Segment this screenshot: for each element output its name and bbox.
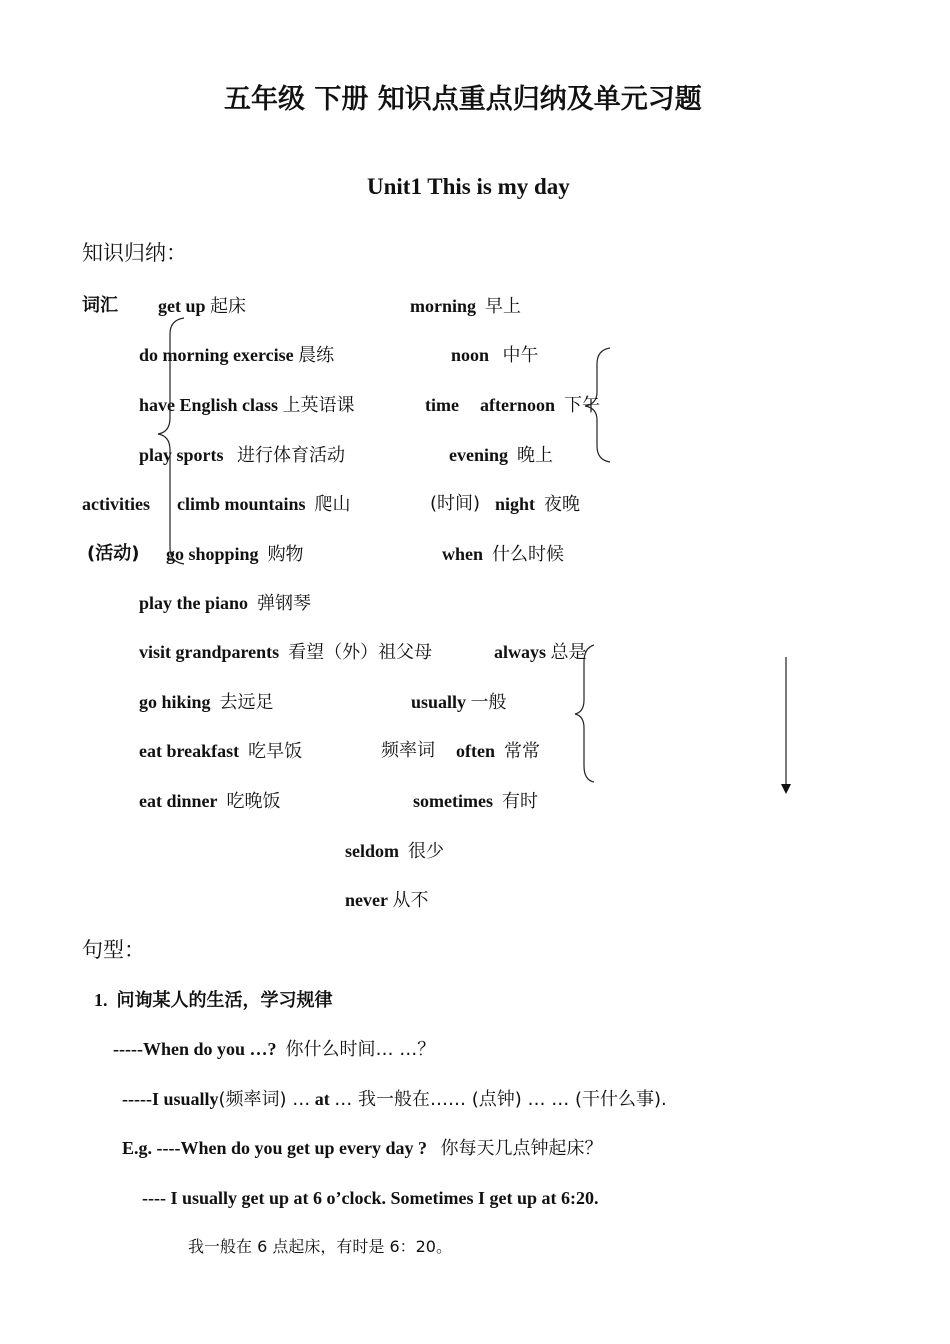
- freq-item: usually 一般: [411, 692, 507, 713]
- time-item: morning 早上: [410, 296, 522, 317]
- freq-item: always 总是: [494, 642, 587, 663]
- vocab-item: play the piano 弹钢琴: [139, 593, 312, 614]
- item1-heading: 1. 问询某人的生活，学习规律: [94, 990, 333, 1011]
- vocab-item: go shopping 购物: [166, 544, 304, 565]
- page-title: 五年级 下册 知识点重点归纳及单元习题: [224, 84, 702, 115]
- vocab-item: do morning exercise 晨练: [139, 345, 335, 366]
- section-sentence-heading: 句型：: [82, 938, 145, 962]
- activities-label: activities: [82, 494, 150, 514]
- time-zh-label: (时间): [430, 493, 481, 514]
- vocab-item: eat dinner 吃晚饭: [139, 791, 281, 812]
- section-knowledge-heading: 知识归纳：: [82, 241, 187, 265]
- freq-item: never 从不: [345, 890, 429, 911]
- arrow-head-icon: [781, 784, 791, 794]
- item1-answer: -----I usually(频率词) … at … 我一般在…… (点钟) … … (干什么事).: [122, 1089, 667, 1110]
- time-label: time: [425, 395, 459, 415]
- time-item: afternoon 下午: [480, 395, 600, 416]
- frequency-brace-icon: [575, 645, 594, 782]
- time-item: evening 晚上: [449, 445, 554, 466]
- vocab-item: go hiking 去远足: [139, 692, 274, 713]
- vocab-item: play sports 进行体育活动: [139, 445, 346, 466]
- time-item: when 什么时候: [442, 544, 565, 565]
- freq-item: sometimes 有时: [413, 791, 538, 812]
- freq-label: 频率词: [381, 740, 435, 761]
- vocab-item: climb mountains 爬山: [177, 494, 351, 515]
- activities-zh-label: (活动): [87, 543, 140, 564]
- item1-question: -----When do you …? 你什么时间… …？: [113, 1039, 436, 1060]
- vocab-label: 词汇: [82, 295, 118, 316]
- item1-example-answer-zh: 我一般在 6 点起床，有时是 6：20。: [188, 1237, 452, 1256]
- item1-example-answer: ---- I usually get up at 6 o’clock. Sometimes I get up at 6:20.: [142, 1188, 599, 1208]
- time-item: night 夜晚: [495, 494, 581, 515]
- freq-item: often 常常: [456, 741, 540, 762]
- time-item: noon 中午: [451, 345, 539, 366]
- vocab-item: get up 起床: [158, 296, 247, 317]
- vocab-item: have English class 上英语课: [139, 395, 355, 416]
- vocab-item: eat breakfast 吃早饭: [139, 741, 303, 762]
- freq-item: seldom 很少: [345, 841, 444, 862]
- vocab-item: visit grandparents 看望（外）祖父母: [139, 642, 433, 663]
- item1-example-question: E.g. ----When do you get up every day ? 你每天几点钟起床？: [122, 1138, 603, 1159]
- unit-title: Unit1 This is my day: [367, 174, 570, 199]
